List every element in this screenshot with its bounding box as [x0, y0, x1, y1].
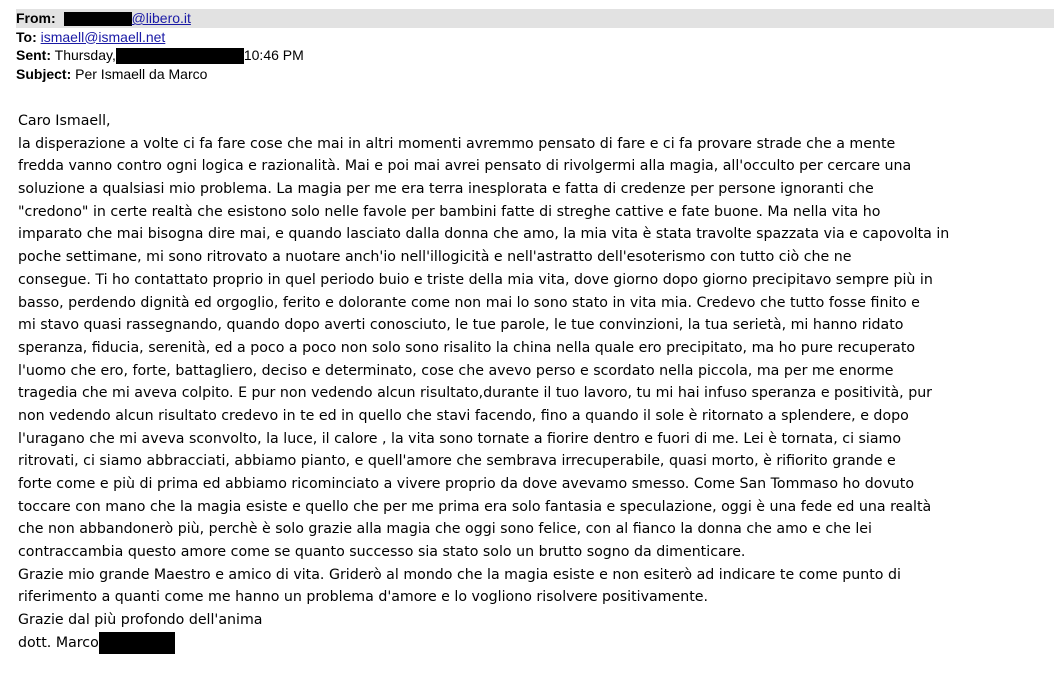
body-line: Grazie dal più profondo dell'anima [18, 612, 263, 629]
signature-line [18, 632, 1058, 655]
sent-day: Thursday, [54, 47, 116, 63]
body-line: non vedendo alcun risultato credevo in te ed in quello che stavi facendo, fino a quando il sole è ritornato a splendere, e dopo [18, 407, 909, 424]
body-line: la disperazione a volte ci fa fare cose che mai in altri momenti avremmo pensato di fare e ci fa provare strade che a mente [18, 135, 896, 152]
body-line: l'uomo che ero, forte, battagliero, deciso e determinato, cose che avevo perso e scordato nella piccola, ma per me enorme [18, 362, 894, 379]
body-line: basso, perdendo dignità ed orgoglio, ferito e dolorante come non mai lo sono stato in vita mia. Credevo che tutto fosse finito e [18, 294, 920, 311]
body-line: l'uragano che mi aveva sconvolto, la luce, il calore , la vita sono tornate a fiorire dentro e fuori di me. Lei è tornata, ci siamo [18, 430, 902, 447]
body-line: Grazie mio grande Maestro e amico di vita. Griderò al mondo che la magia esiste e non esiterò ad indicare te come punto di [18, 566, 901, 583]
redaction-block [116, 48, 244, 64]
body-line: toccare con mano che la magia esiste e quello che per me prima era solo fantasia e speculazione, oggi è una fede ed una realtà [18, 498, 932, 515]
sent-time: 10:46 PM [243, 47, 304, 63]
body-line: forte come e più di prima ed abbiamo ricominciato a vivere proprio da dove avevamo smesso. Come San Tommaso ho dovuto [18, 476, 915, 492]
subject-text: Per Ismaell da Marco [75, 65, 208, 82]
body-line: soluzione a qualsiasi mio problema. La magia per me era terra inesplorata e fatta di credenze per persone ignoranti che [18, 181, 874, 198]
email-header [16, 9, 1054, 83]
to-label: To: [16, 28, 37, 45]
body-line: fredda vanno contro ogni logica e razionalità. Mai e poi mai avrei pensato di rivolgermi alla magia, all'occulto per cercare una [18, 158, 912, 175]
from-address-domain[interactable]: @libero.it [131, 10, 191, 26]
subject-row [16, 65, 1054, 84]
redaction-block [64, 12, 132, 26]
body-line: speranza, fiducia, serenità, ed a poco a poco non solo sono risalito la china nella quale ero precipitato, ma ho pure recuperato [18, 339, 916, 356]
body-line: mi stavo quasi rassegnando, quando dopo averti conosciuto, le tue parole, le tue convinzioni, la tua serietà, mi hanno ridato [18, 317, 904, 334]
sent-row [16, 46, 1054, 65]
body-line: consegue. Ti ho contattato proprio in quel periodo buio e triste della mia vita, dove giorno dopo giorno precipitavo sempre più in [18, 271, 933, 288]
body-line: contraccambia questo amore come se quanto successo sia stato solo un brutto sogno da dimenticare. [18, 544, 746, 561]
email-body [18, 110, 1058, 655]
from-label: From: [16, 10, 56, 26]
to-address-link[interactable]: ismaell@ismaell.net [40, 28, 166, 45]
redaction-block [99, 632, 175, 654]
body-line: riferimento a quanti come me hanno un problema d'amore e lo vogliono risolvere positivamente. [18, 589, 709, 606]
subject-label: Subject: [16, 65, 72, 82]
from-row [16, 9, 1054, 28]
body-line: imparato che mai bisogna dire mai, e quando lasciato dalla donna che amo, la mia vita è stata travolte spazzata via e capovolta in [18, 226, 950, 243]
body-line: Caro Ismaell, [18, 113, 111, 129]
body-line: "credono" in certe realtà che esistono solo nelle favole per bambini fatte di streghe cattive e fate buone. Ma nella vita ho [18, 203, 881, 220]
sent-label: Sent: [16, 47, 51, 63]
body-line: tragedia che mi aveva colpito. E pur non vedendo alcun risultato,durante il tuo lavoro, tu mi hai infuso speranza e positività, pur [18, 385, 933, 402]
body-line: poche settimane, mi sono ritrovato a nuotare anch'io nell'illogicità e nell'astratto dell'esoterismo con tutto ciò che ne [18, 249, 852, 266]
to-row [16, 28, 1054, 47]
body-line: che non abbandonerò più, perchè è solo grazie alla magia che oggi sono felice, con al fianco la donna che amo e che lei [18, 521, 872, 538]
body-line: ritrovati, ci siamo abbracciati, abbiamo pianto, e quell'amore che sembrava irrecuperabile, quasi morto, è rifiorito grande e [18, 453, 896, 470]
signature: dott. Marco [18, 634, 99, 651]
